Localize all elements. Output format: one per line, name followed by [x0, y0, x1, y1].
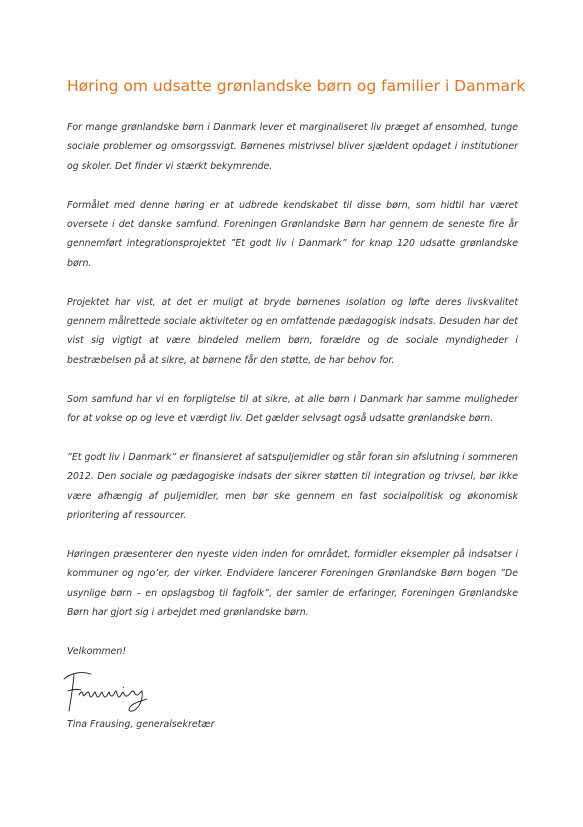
paragraph-project-results: Projektet har vist, at det er muligt at bryde børnenes isolation og løfte deres livskvalitet gennem målrettede sociale aktiviteter og en omfattende pædagogisk indsats. Desuden har det vist sig vigtigt at være bindeled mellem børn, forældre og de sociale myndigheder i bestræbelsen på at sikre, at børnene får den støtte, de har behov for. — [67, 296, 518, 366]
paragraph-hearing-content: Høringen præsenterer den nyeste viden inden for området, formidler eksempler på indsatser i kommuner og ngo’er, der virker. Endvidere lancerer Foreningen Grønlandske Børn bogen ”De usynlige børn – en opslagsbog til fagfolk”, der samler de erfaringer, Foreningen Grønlandske Børn har gjort sig i arbejdet med grønlandske børn. — [67, 548, 518, 619]
signatory-name: Tina Frausing, generalsekretær — [67, 719, 215, 731]
paragraph-funding: ”Et godt liv i Danmark” er finansieret af satspuljemidler og står foran sin afslutning i sommeren 2012. Den sociale og pædagogiske indsats der sikrer støtten til integration og trivsel, bør ikke være afhængig af puljemidler, men bør ske gennem en fast socialpolitisk og økonomisk prioritering af ressourcer. — [67, 451, 518, 522]
document-body — [67, 118, 518, 735]
paragraph-purpose: Formålet med denne høring er at udbrede kendskabet til disse børn, som hidtil har været oversete i det danske samfund. Foreningen Grønlandske Børn har gennem de seneste fire år gennemført integrationsprojektet ”Et godt liv i Danmark” for knap 120 udsatte grønlandske børn. — [67, 199, 518, 269]
paragraph-intro: For mange grønlandske børn i Danmark lever et marginaliseret liv præget af ensomhed, tunge sociale problemer og omsorgssvigt. Børnenes mistrivsel bliver sjældent opdaget i institutioner og skoler. Det finder vi stærkt bekymrende. — [67, 122, 518, 172]
closing-greeting: Velkommen! — [67, 645, 127, 657]
document-title: Høring om udsatte grønlandske børn og familier i Danmark — [67, 77, 526, 95]
paragraph-society-obligation: Som samfund har vi en forpligtelse til at sikre, at alle børn i Danmark har samme muligheder for at vokse op og leve et værdigt liv. Det gælder selvsagt også udsatte grønlandske børn. — [67, 393, 518, 425]
handwritten-signature — [61, 669, 151, 715]
